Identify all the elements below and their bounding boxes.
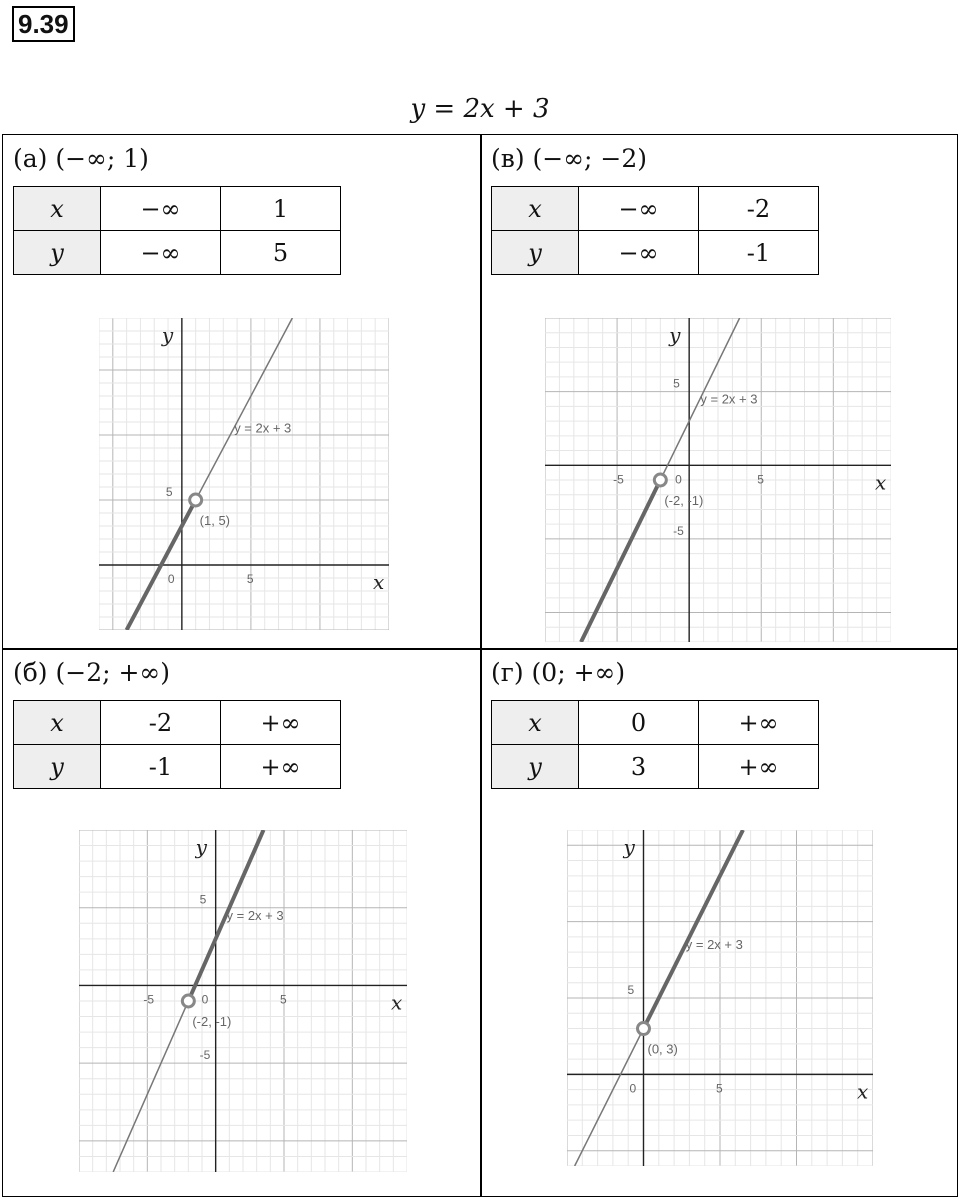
point-label: (-2, -1): [192, 1014, 232, 1029]
line-label: y = 2x + 3: [700, 391, 758, 407]
table-header-y: y: [14, 745, 101, 789]
table-row-x: [14, 187, 341, 231]
y-axis-label: y: [161, 323, 174, 347]
point-label: (-2, -1): [664, 493, 704, 508]
table-cell: −∞: [101, 187, 221, 231]
y-tick-label: 5: [673, 376, 680, 391]
table-cell: -1: [101, 745, 221, 789]
panel-title: (а) (−∞; 1): [13, 144, 149, 173]
y-tick-label: 5: [199, 892, 207, 907]
table-cell: -2: [699, 187, 819, 231]
y-tick-label: -5: [673, 523, 684, 538]
x-axis-label: x: [373, 570, 385, 594]
x-axis-label: x: [391, 990, 403, 1015]
point-label: (1, 5): [199, 513, 231, 528]
values-table: [13, 186, 341, 275]
table-row-x: [492, 187, 819, 231]
y-tick-label: 5: [627, 983, 635, 997]
line-label: y = 2x + 3: [234, 420, 292, 436]
table-cell: −∞: [101, 231, 221, 275]
table-header-y: y: [14, 231, 101, 275]
y-axis-label: y: [669, 323, 681, 347]
x-tick-label: 0: [629, 1081, 637, 1096]
y-tick-label: 5: [165, 485, 173, 499]
x-tick-label: -5: [143, 992, 155, 1007]
x-tick-label: 0: [201, 992, 209, 1007]
open-point: [182, 995, 194, 1007]
table-cell: +∞: [221, 701, 341, 745]
x-tick-label: 5: [246, 572, 254, 586]
values-table: [491, 186, 819, 275]
main-equation: y = 2x + 3: [410, 94, 550, 124]
table-row-y: [14, 231, 341, 275]
table-row-x: [492, 701, 819, 745]
table-header-x: x: [14, 187, 101, 231]
table-cell: −∞: [579, 231, 699, 275]
line-label: y = 2x + 3: [226, 908, 284, 924]
panel-g: [481, 650, 957, 1196]
table-cell: +∞: [699, 745, 819, 789]
x-tick-label: 0: [167, 572, 175, 586]
graph-a: [99, 318, 389, 630]
open-point: [190, 494, 202, 506]
table-row-x: [14, 701, 341, 745]
table-header-x: x: [14, 701, 101, 745]
table-cell: -2: [101, 701, 221, 745]
table-header-x: x: [492, 701, 579, 745]
x-tick-label: 5: [716, 1081, 723, 1096]
x-tick-label: 0: [675, 472, 682, 487]
open-point: [638, 1023, 650, 1035]
table-cell: 1: [221, 187, 341, 231]
table-cell: −∞: [579, 187, 699, 231]
y-axis-label: y: [623, 835, 635, 859]
table-cell: +∞: [699, 701, 819, 745]
values-table: [13, 700, 341, 789]
problem-number: 9.39: [12, 6, 75, 42]
y-tick-label: -5: [199, 1048, 211, 1063]
panel-title: (г) (0; +∞): [491, 658, 626, 687]
x-tick-label: 5: [757, 472, 764, 487]
open-point: [654, 474, 666, 486]
graph-g: [567, 830, 873, 1166]
table-cell: +∞: [221, 745, 341, 789]
table-row-y: [492, 231, 819, 275]
panel-v: [481, 136, 957, 647]
x-axis-label: x: [875, 470, 887, 495]
panel-b: [3, 650, 479, 1196]
y-axis-label: y: [195, 835, 207, 859]
table-cell: 5: [221, 231, 341, 275]
table-cell: 0: [579, 701, 699, 745]
line-label: y = 2x + 3: [685, 937, 743, 953]
table-header-y: y: [492, 231, 579, 275]
x-tick-label: 5: [280, 992, 287, 1007]
table-row-y: [492, 745, 819, 789]
table-header-y: y: [492, 745, 579, 789]
graph-b: [79, 830, 407, 1172]
table-cell: 3: [579, 745, 699, 789]
panel-title: (в) (−∞; −2): [491, 144, 648, 173]
graph-v: [545, 318, 891, 642]
values-table: [491, 700, 819, 789]
point-label: (0, 3): [647, 1041, 678, 1057]
table-header-x: x: [492, 187, 579, 231]
x-tick-label: -5: [613, 472, 624, 487]
highlighted-ray: [581, 480, 660, 642]
panel-title: (б) (−2; +∞): [13, 658, 171, 687]
panel-a: [3, 136, 479, 647]
x-axis-label: x: [857, 1079, 869, 1104]
table-row-y: [14, 745, 341, 789]
table-cell: -1: [699, 231, 819, 275]
